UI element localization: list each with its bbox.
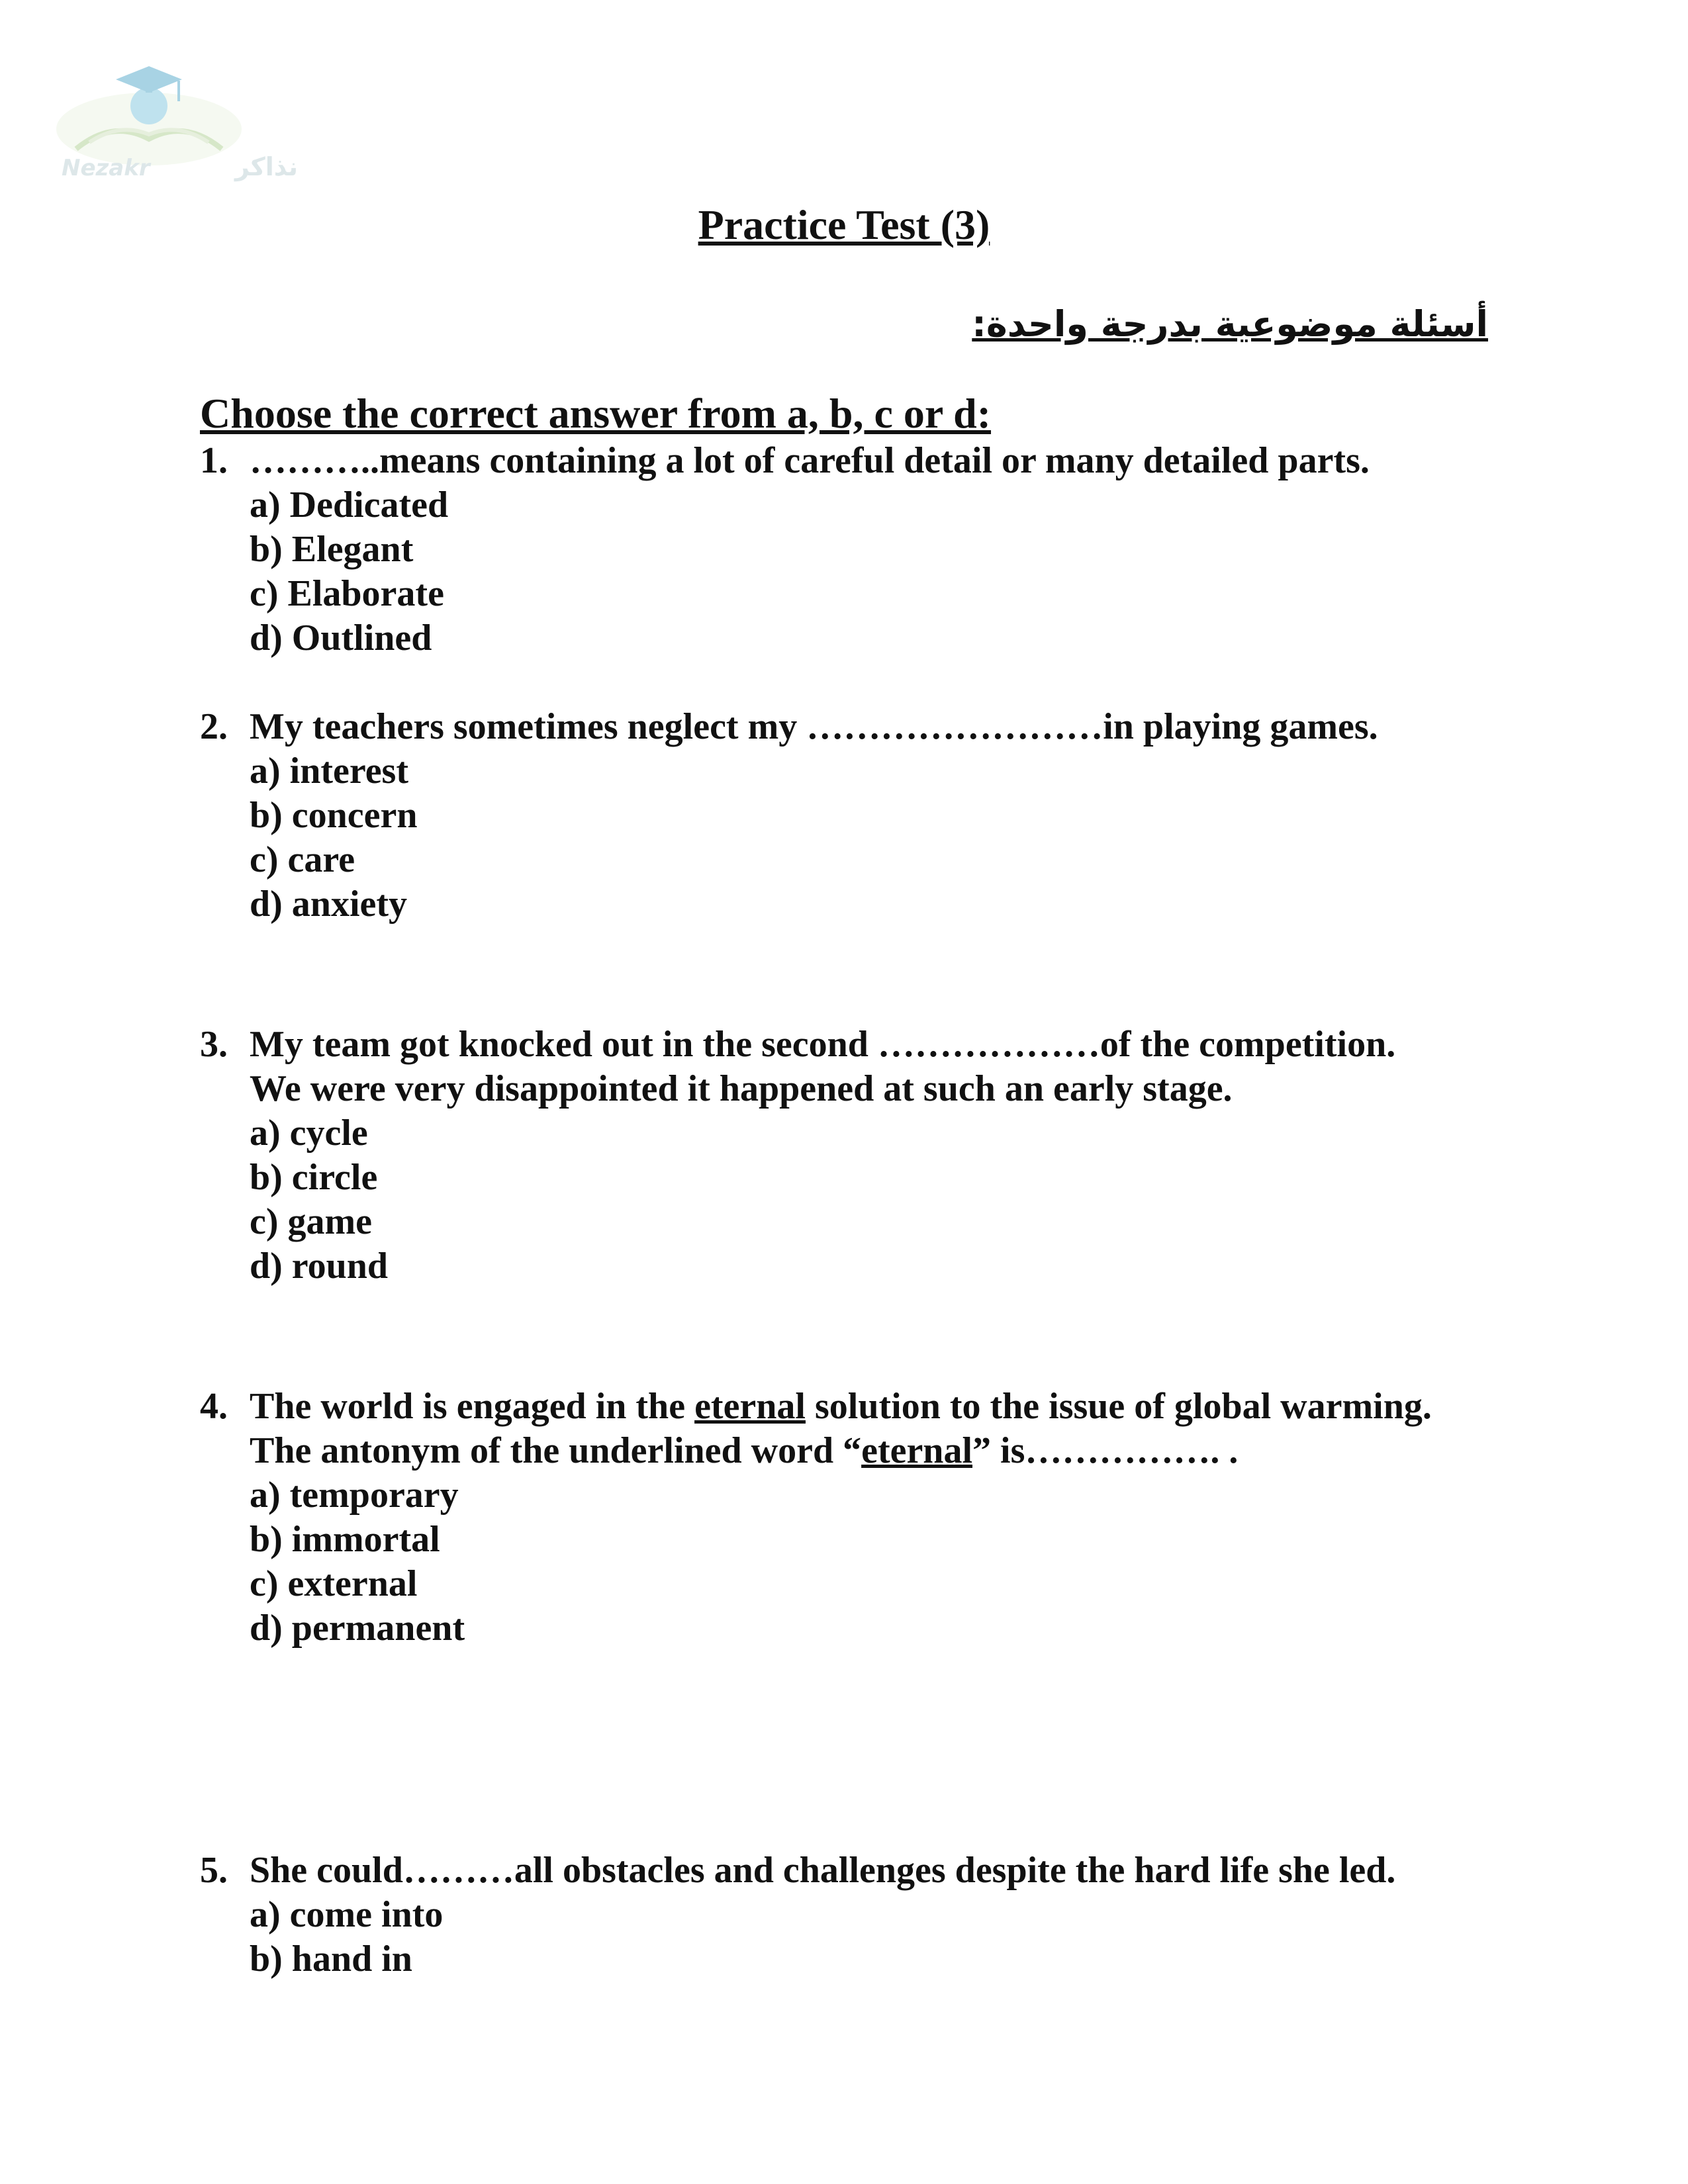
question-text-line-1: My team got knocked out in the second ………………of the competition. (250, 1024, 1396, 1065)
question-text: My teachers sometimes neglect my ……………………in playing games. (250, 706, 1378, 747)
page-title: Practice Test (3) (698, 201, 990, 248)
question-5 (200, 1848, 1395, 1981)
text-segment: solution to the issue of global warming. (805, 1386, 1432, 1427)
option-a: a) temporary (250, 1475, 459, 1516)
option-b: b) hand in (250, 1938, 412, 1979)
logo-arabic-text: نذاكر (235, 152, 298, 181)
option-a: a) come into (250, 1894, 444, 1935)
option-a: a) interest (250, 751, 408, 792)
question-text: She could………all obstacles and challenges despite the hard life she led. (250, 1850, 1396, 1891)
option-d: d) round (250, 1246, 389, 1287)
option-c: c) external (250, 1563, 418, 1604)
text-segment: The world is engaged in the (250, 1386, 695, 1427)
question-number: 1. (200, 440, 228, 481)
question-number: 4. (200, 1386, 228, 1427)
question-text-line-2 (250, 1429, 1432, 1473)
question-4 (200, 1385, 1432, 1651)
option-c: c) Elaborate (250, 573, 444, 614)
question-text-line-1 (250, 1385, 1432, 1429)
text-segment: ” is……………. . (972, 1430, 1239, 1471)
option-b: b) Elegant (250, 529, 414, 570)
graduation-cap-book-icon (50, 50, 298, 182)
logo-text: Nezakr (62, 155, 150, 181)
nezakr-logo (50, 50, 298, 182)
instruction: Choose the correct answer from a, b, c or d: (200, 390, 992, 437)
option-b: b) circle (250, 1157, 378, 1198)
option-c: c) game (250, 1201, 373, 1242)
underlined-word: eternal (861, 1430, 973, 1471)
option-d: d) permanent (250, 1608, 465, 1649)
question-3 (200, 1023, 1395, 1289)
option-d: d) Outlined (250, 617, 432, 659)
underlined-word: eternal (694, 1386, 806, 1427)
question-number: 3. (200, 1024, 228, 1065)
option-a: a) cycle (250, 1113, 368, 1154)
question-text: ………..means containing a lot of careful detail or many detailed parts. (250, 440, 1370, 481)
text-segment: The antonym of the underlined word “ (250, 1430, 862, 1471)
question-number: 5. (200, 1850, 228, 1891)
arabic-heading: أسئلة موضوعية بدرجة واحدة: (972, 303, 1488, 345)
option-d: d) anxiety (250, 884, 407, 925)
question-text-line-2: We were very disappointed it happened at such an early stage. (250, 1068, 1233, 1109)
question-2 (200, 705, 1378, 927)
question-number: 2. (200, 706, 228, 747)
option-b: b) immortal (250, 1519, 440, 1560)
option-b: b) concern (250, 795, 418, 836)
option-c: c) care (250, 839, 355, 880)
question-1 (200, 439, 1370, 660)
option-a: a) Dedicated (250, 484, 449, 525)
